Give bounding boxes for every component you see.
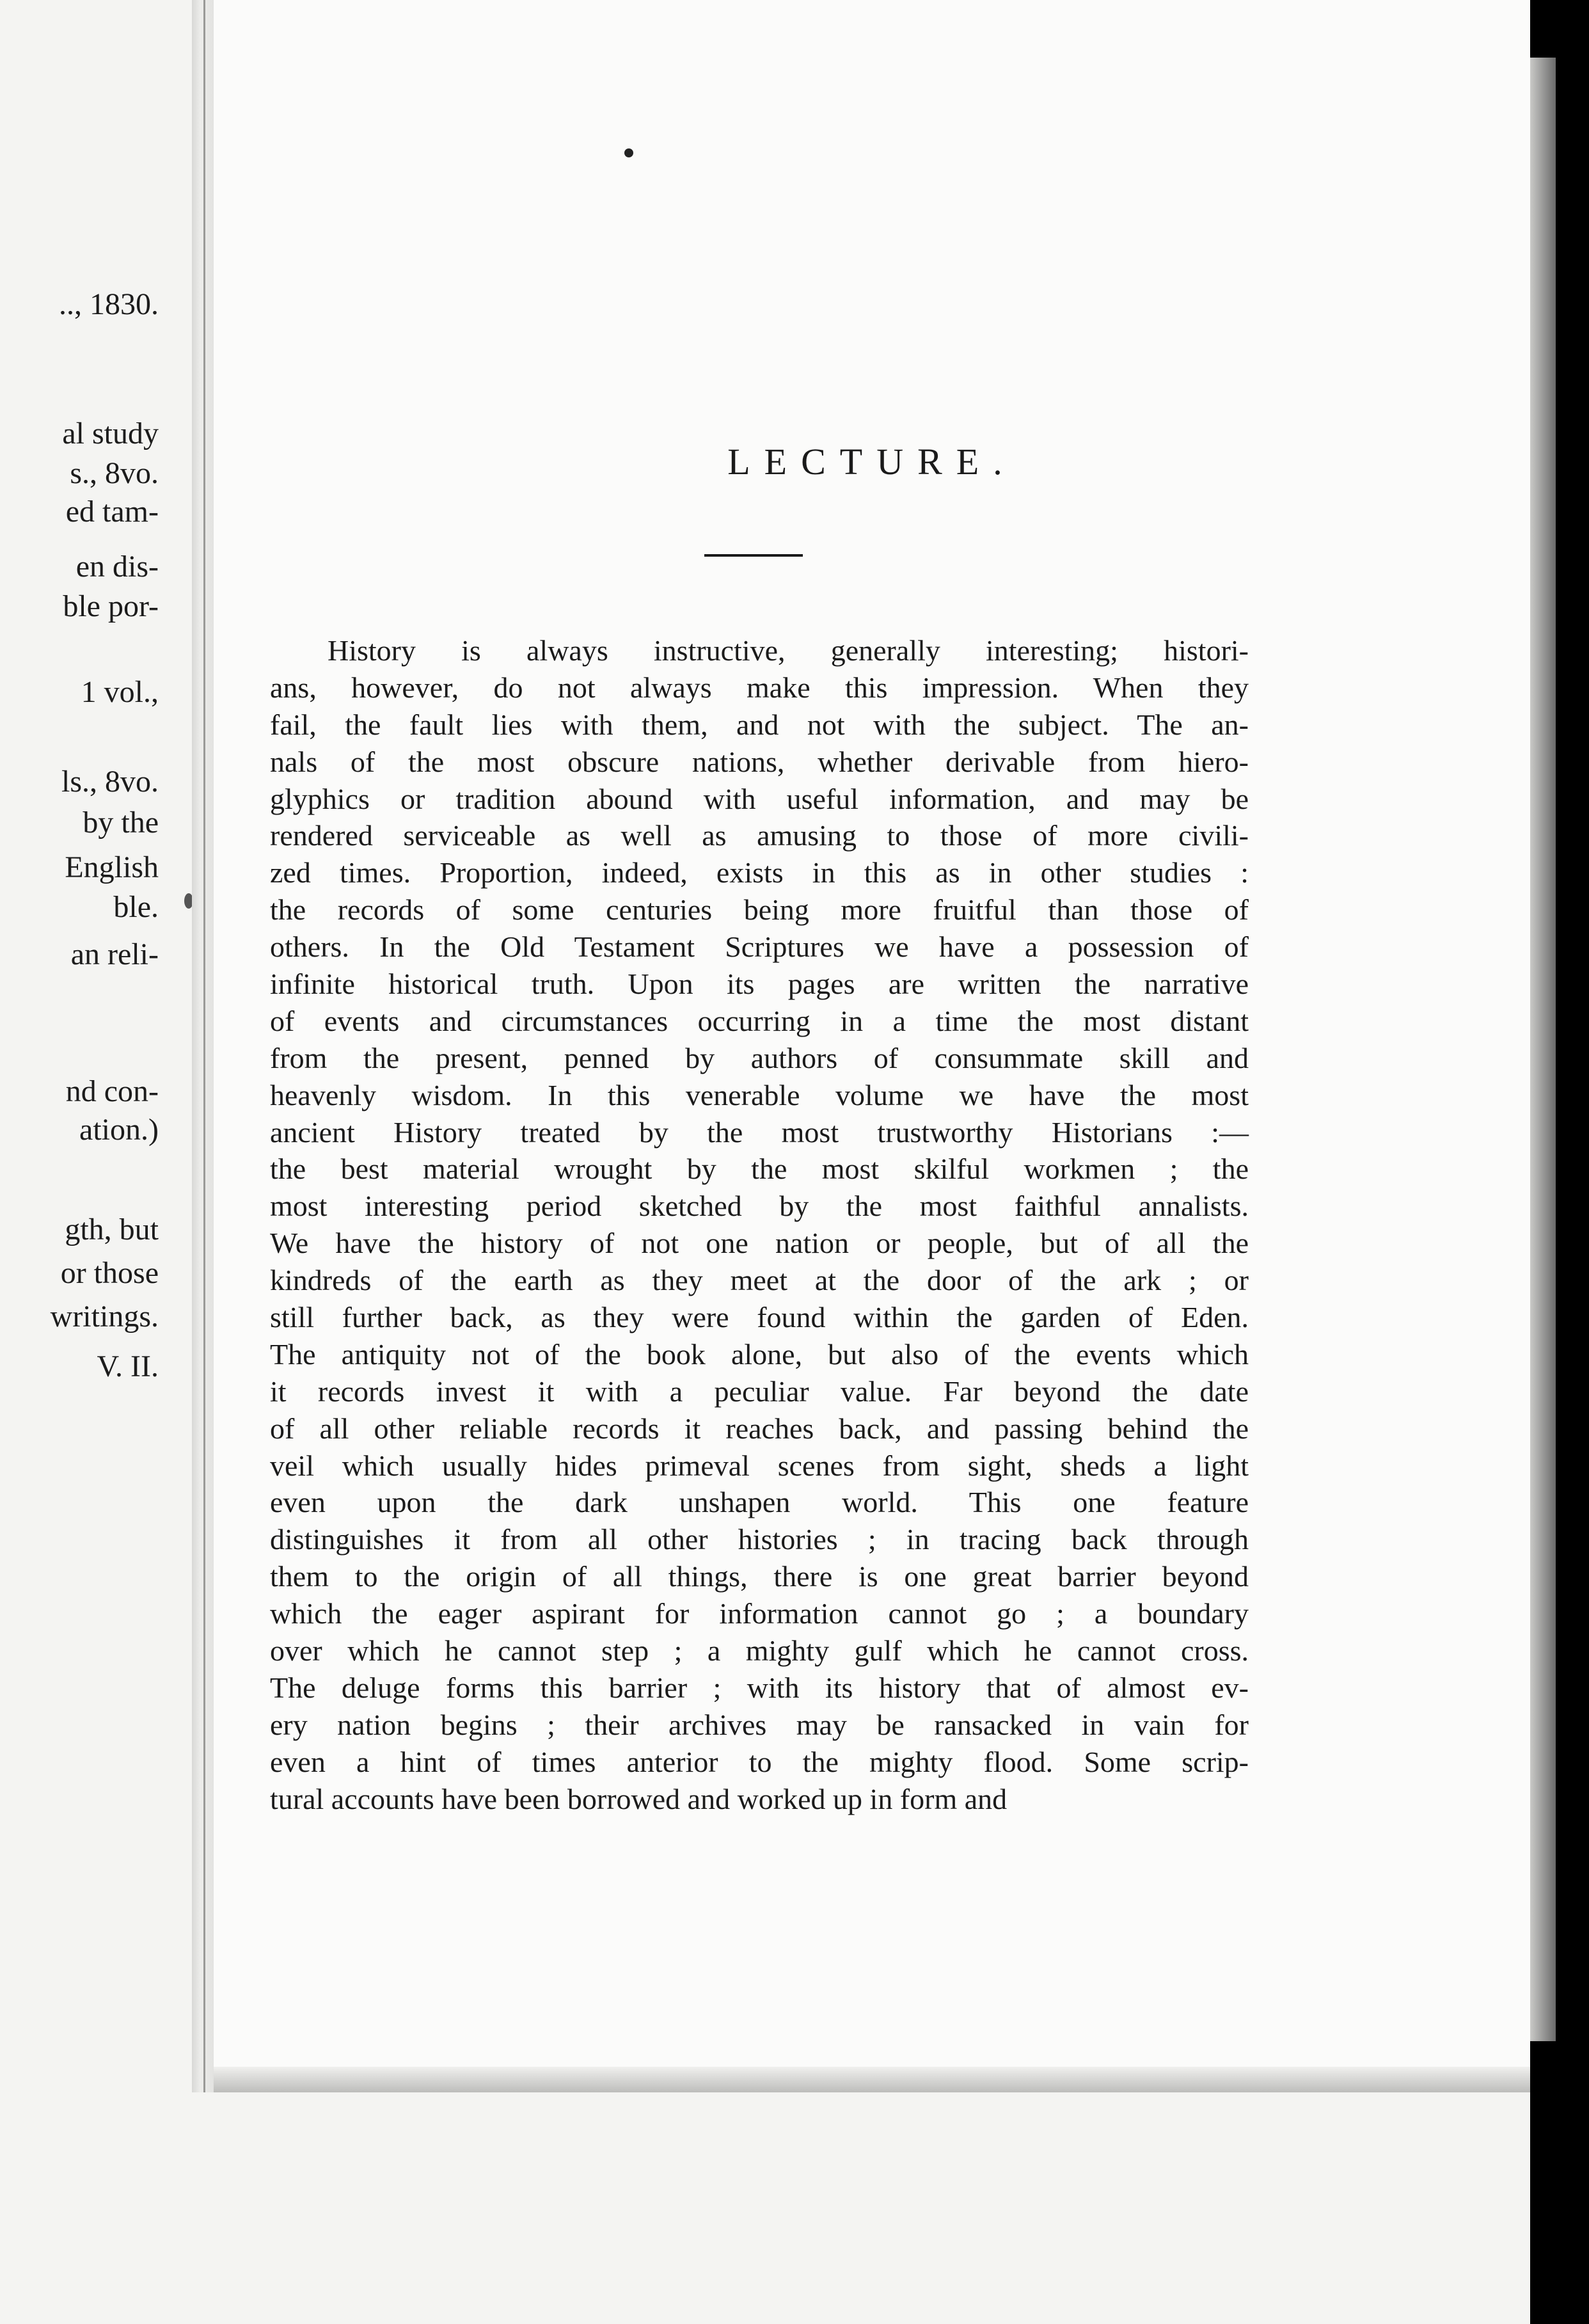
left-page-fragment: gth, but bbox=[65, 1213, 159, 1246]
body-line: most interesting period sketched by the most faithful annalists. bbox=[270, 1190, 1249, 1223]
left-page-fragment: writings. bbox=[50, 1300, 159, 1333]
body-line: kindreds of the earth as they meet at the door of the ark ; or bbox=[270, 1264, 1249, 1297]
body-line: infinite historical truth. Upon its pages are written the narrative bbox=[270, 967, 1249, 1001]
body-line: The antiquity not of the book alone, but also of the events which bbox=[270, 1337, 1249, 1371]
left-page-fragment: nd con- bbox=[65, 1074, 159, 1108]
body-line: nals of the most obscure nations, whether derivable from hiero- bbox=[270, 745, 1249, 778]
body-line: heavenly wisdom. In this venerable volume we have the most bbox=[270, 1078, 1249, 1111]
body-line: ancient History treated by the most trustworthy Historians :— bbox=[270, 1115, 1249, 1149]
left-page-fragment: ls., 8vo. bbox=[61, 765, 159, 799]
body-line: of all other reliable records it reaches back, and passing behind the bbox=[270, 1412, 1249, 1445]
left-page-fragment: ble. bbox=[113, 890, 159, 924]
body-line: We have the history of not one nation or people, but of all the bbox=[270, 1227, 1249, 1260]
body-line: over which he cannot step ; a mighty gulf which he cannot cross. bbox=[270, 1634, 1249, 1667]
body-line: the records of some centuries being more fruitful than those of bbox=[270, 893, 1249, 927]
left-page-fragment: ble por- bbox=[63, 589, 159, 623]
body-line: the best material wrought by the most skilful workmen ; the bbox=[270, 1152, 1249, 1186]
body-line: even upon the dark unshapen world. This one feature bbox=[270, 1486, 1249, 1519]
left-page bbox=[0, 0, 203, 2324]
left-page-fragment: or those bbox=[60, 1256, 159, 1290]
left-page-fragment: V. II. bbox=[97, 1349, 159, 1383]
body-line: it records invest it with a peculiar value. Far beyond the date bbox=[270, 1374, 1249, 1408]
page-bottom-edge bbox=[214, 2067, 1530, 2092]
left-page-fragment: English bbox=[65, 850, 159, 884]
left-page-fragment: 1 vol., bbox=[81, 675, 159, 709]
page-below-surface bbox=[192, 2092, 1530, 2324]
body-line: which the eager aspirant for information cannot go ; a boundary bbox=[270, 1597, 1249, 1630]
body-line: ery nation begins ; their archives may be ransacked in vain for bbox=[270, 1708, 1249, 1741]
page-below bbox=[192, 2092, 1589, 2324]
body-line: tural accounts have been borrowed and worked up in form and bbox=[270, 1782, 1008, 1815]
body-line: veil which usually hides primeval scenes from sight, sheds a light bbox=[270, 1449, 1249, 1482]
page-edge-shadow bbox=[1530, 58, 1556, 2041]
page-title: LECTURE. bbox=[727, 441, 1016, 482]
ink-dot bbox=[624, 148, 633, 157]
body-line: fail, the fault lies with them, and not with the subject. The an- bbox=[270, 708, 1249, 741]
left-page-fragment: en dis- bbox=[75, 550, 159, 584]
book-gutter bbox=[192, 0, 214, 2324]
body-line: distinguishes it from all other histories ; in tracing back through bbox=[270, 1523, 1249, 1556]
gutter-fold-line bbox=[203, 0, 205, 2324]
left-page-fragment: s., 8vo. bbox=[70, 456, 159, 490]
left-page-fragment: by the bbox=[83, 806, 159, 840]
body-line: them to the origin of all things, there is one great barrier beyond bbox=[270, 1560, 1249, 1593]
left-page-fragment: ation.) bbox=[79, 1113, 159, 1147]
body-line: of events and circumstances occurring in a time the most distant bbox=[270, 1004, 1249, 1037]
body-line: rendered serviceable as well as amusing to those of more civili- bbox=[270, 819, 1249, 852]
body-line: even a hint of times anterior to the mighty flood. Some scrip- bbox=[270, 1745, 1249, 1778]
title-rule bbox=[704, 554, 803, 557]
body-line: from the present, penned by authors of consummate skill and bbox=[270, 1041, 1249, 1074]
body-line: History is always instructive, generally interesting; histori- bbox=[328, 634, 1249, 667]
left-page-fragment: an reli- bbox=[70, 937, 159, 971]
left-page-fragment: ed tam- bbox=[65, 495, 159, 529]
body-line: still further back, as they were found within the garden of Eden. bbox=[270, 1301, 1249, 1334]
lecture-body bbox=[270, 632, 1249, 1818]
body-line: others. In the Old Testament Scriptures we have a possession of bbox=[270, 930, 1249, 964]
body-line: zed times. Proportion, indeed, exists in this as in other studies : bbox=[270, 856, 1249, 889]
body-line: ans, however, do not always make this impression. When they bbox=[270, 671, 1249, 704]
left-page-fragment: al study bbox=[62, 417, 159, 450]
right-page bbox=[214, 0, 1530, 2092]
left-page-fragment: .., 1830. bbox=[59, 287, 159, 321]
body-line: The deluge forms this barrier ; with its history that of almost ev- bbox=[270, 1671, 1249, 1704]
body-line: glyphics or tradition abound with useful information, and may be bbox=[270, 782, 1249, 815]
